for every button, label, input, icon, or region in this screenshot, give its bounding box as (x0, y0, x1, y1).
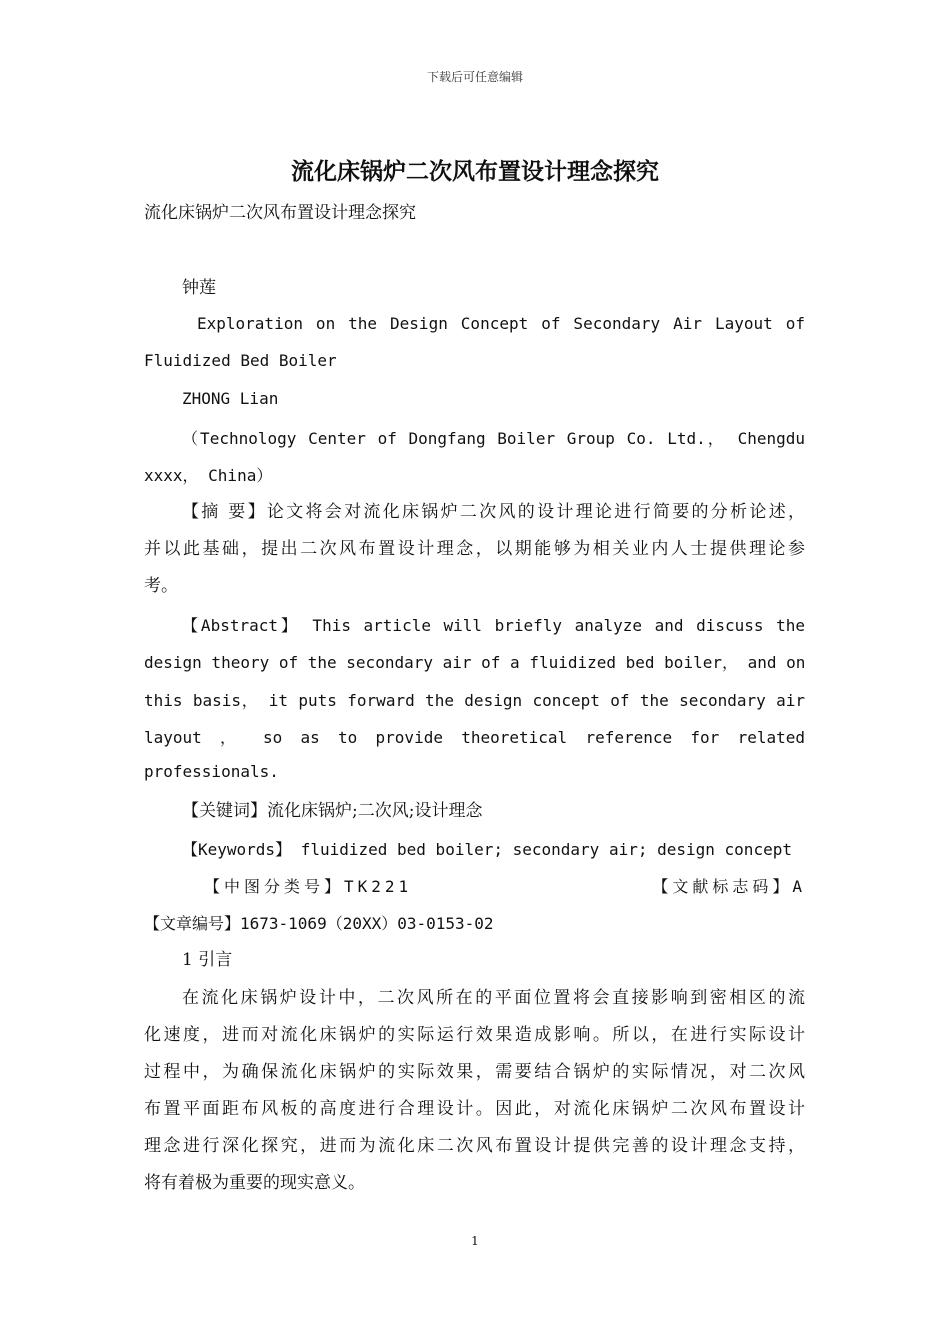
section-1-line-3: 过程中，为确保流化床锅炉的实际效果，需要结合锅炉的实际情况，对二次风 (144, 1062, 805, 1082)
page-number: 1 (471, 1234, 479, 1248)
article-number: 【文章编号】1673-1069（20XX）03-0153-02 (144, 914, 494, 933)
abstract-cn-line-2: 并以此基础，提出二次风布置设计理念，以期能够为相关业内人士提供理论参 (144, 539, 805, 559)
document-title: 流化床锅炉二次风布置设计理念探究 (291, 158, 659, 185)
subtitle: 流化床锅炉二次风布置设计理念探究 (144, 203, 416, 223)
abstract-en-line-1: 【Abstract】 This article will briefly analyze and discuss the (182, 616, 805, 635)
abstract-en-line-4: layout ， so as to provide theoretical reference for related (144, 728, 805, 747)
english-title-line-2: Fluidized Bed Boiler (144, 351, 337, 370)
classification-number: 【中图分类号】TK221 (204, 877, 413, 896)
english-title-line-1: Exploration on the Design Concept of Secondary Air Layout of (197, 314, 805, 333)
section-1-heading: 1 引言 (182, 950, 233, 970)
document-code: 【文献标志码】A (652, 877, 806, 896)
abstract-en-line-2: design theory of the secondary air of a fluidized bed boiler， and on (144, 653, 806, 672)
section-1-line-4: 布置平面距布风板的高度进行合理设计。因此，对流化床锅炉二次风布置设计 (144, 1099, 805, 1119)
affiliation-line-2: xxxx， China） (144, 466, 273, 485)
abstract-cn-line-3: 考。 (144, 576, 178, 596)
section-1-line-5: 理念进行深化探究，进而为流化床二次风布置设计提供完善的设计理念支持， (144, 1136, 805, 1156)
page-header: 下载后可任意编辑 (426, 70, 523, 84)
author-name: 钟莲 (182, 278, 216, 298)
section-1-line-2: 化速度，进而对流化床锅炉的实际运行效果造成影响。所以，在进行实际设计 (144, 1025, 805, 1045)
abstract-en-line-3: this basis， it puts forward the design concept of the secondary air (144, 691, 805, 710)
english-author: ZHONG Lian (182, 389, 279, 408)
abstract-cn-line-1: 【摘 要】论文将会对流化床锅炉二次风的设计理论进行简要的分析论述， (182, 502, 805, 522)
keywords-cn: 【关键词】流化床锅炉;二次风;设计理念 (182, 801, 483, 821)
keywords-en: 【Keywords】 fluidized bed boiler; secondary air; design concept (182, 840, 792, 859)
section-1-line-1: 在流化床锅炉设计中，二次风所在的平面位置将会直接影响到密相区的流 (182, 988, 805, 1008)
abstract-en-line-5: professionals. (144, 762, 279, 781)
affiliation-line-1: （Technology Center of Dongfang Boiler Group Co. Ltd.， Chengdu (182, 429, 805, 448)
section-1-line-6: 将有着极为重要的现实意义。 (144, 1173, 365, 1193)
